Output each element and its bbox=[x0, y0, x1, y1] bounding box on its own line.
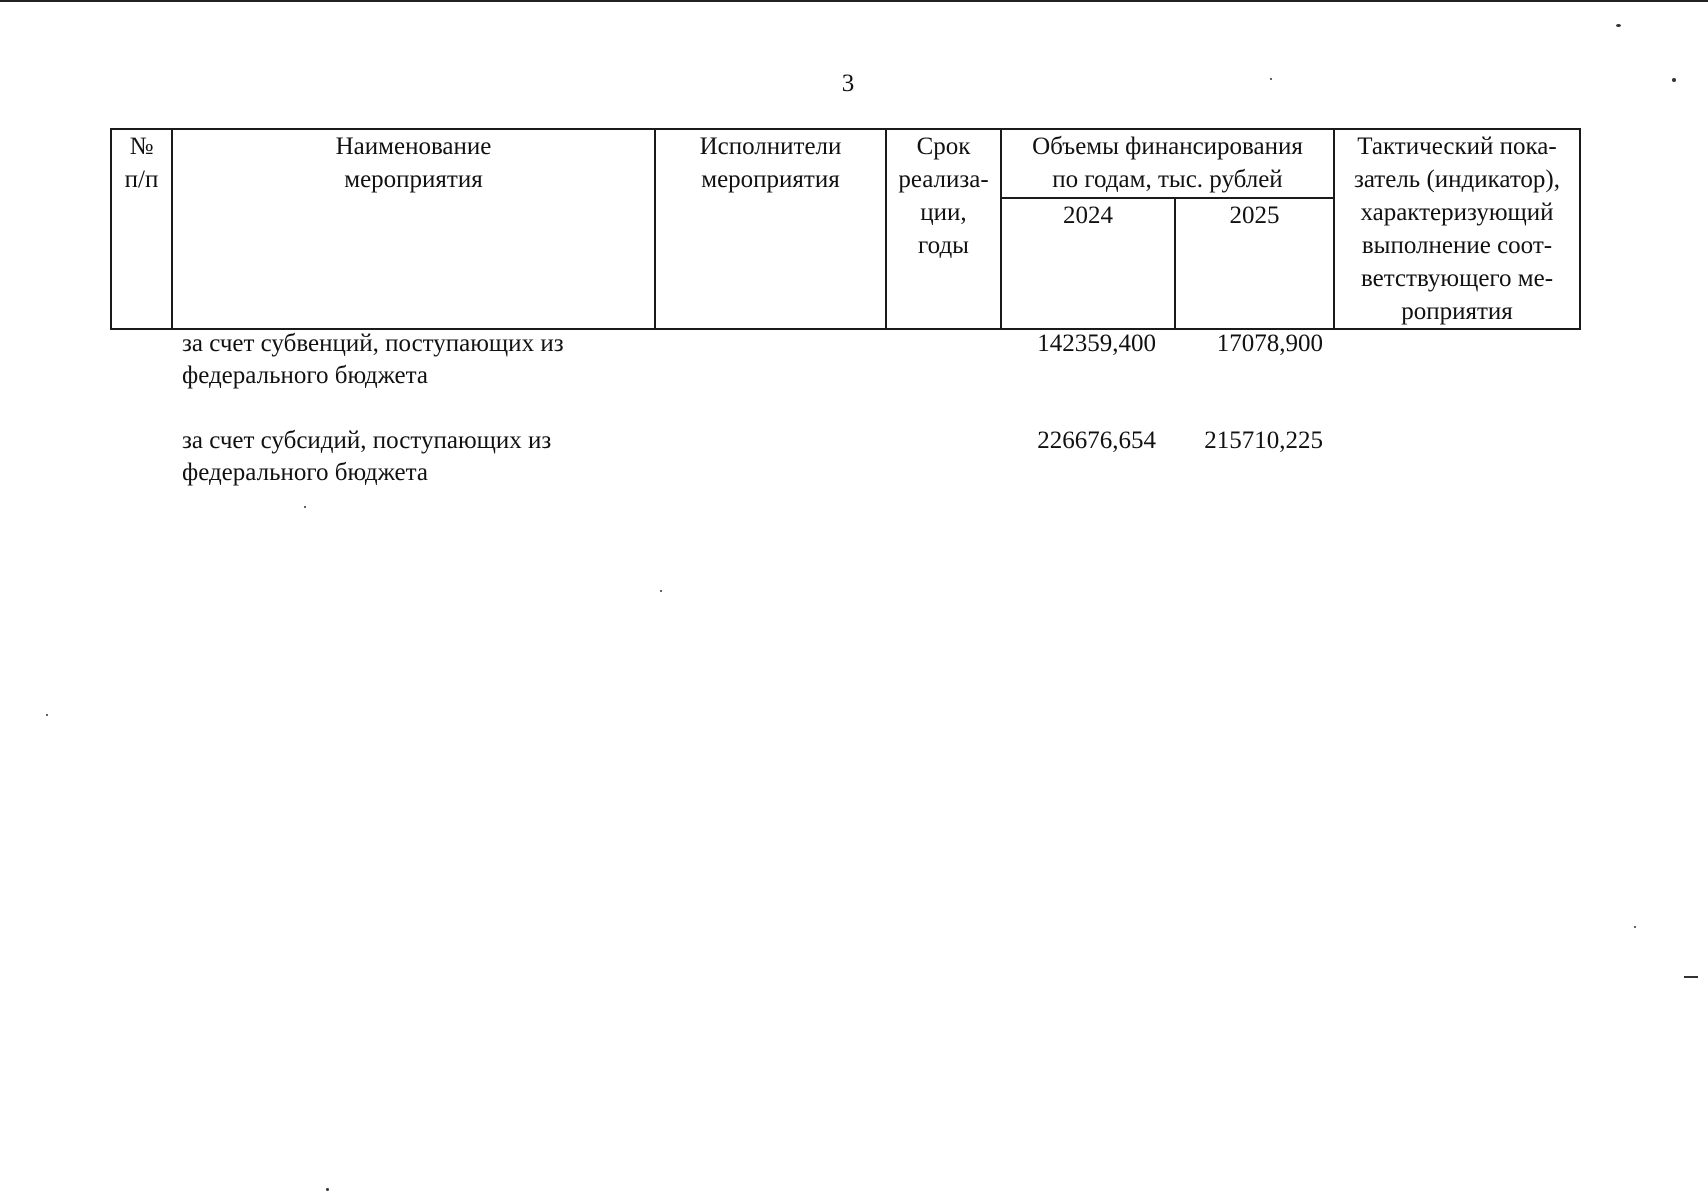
row-name: за счет субвенций, поступающих из федерального бюджета bbox=[182, 330, 564, 389]
header-executors: Исполнители мероприятия bbox=[655, 129, 886, 329]
header-name: Наименование мероприятия bbox=[172, 129, 655, 329]
header-indicator: Тактический пока- затель (индикатор), характеризующий выполнение соот- ветствующего ме- роприятия bbox=[1334, 129, 1580, 329]
row-value-2024: 142359,400 bbox=[1037, 330, 1156, 357]
header-year-2025: 2025 bbox=[1175, 198, 1334, 329]
header-funding: Объемы финансирования по годам, тыс. рублей bbox=[1001, 129, 1334, 198]
scan-speck bbox=[1270, 78, 1272, 80]
scan-speck bbox=[1616, 24, 1621, 27]
table-header bbox=[110, 128, 1581, 330]
scan-speck bbox=[1672, 78, 1676, 82]
row-value-2025: 215710,225 bbox=[1204, 427, 1323, 454]
table-row bbox=[0, 425, 1708, 495]
scan-speck bbox=[660, 590, 662, 592]
header-term: Срок реализа- ции, годы bbox=[886, 129, 1001, 329]
top-edge-line bbox=[0, 0, 1708, 2]
scan-speck bbox=[1684, 976, 1698, 978]
page-number: 3 bbox=[841, 70, 855, 97]
table-row bbox=[0, 328, 1708, 398]
header-num: № п/п bbox=[111, 129, 172, 329]
row-value-2025: 17078,900 bbox=[1216, 330, 1323, 357]
row-value-2024: 226676,654 bbox=[1037, 427, 1156, 454]
scan-speck bbox=[46, 714, 48, 716]
row-name: за счет субсидий, поступающих из федерального бюджета bbox=[182, 427, 552, 486]
scan-speck bbox=[326, 1188, 329, 1191]
scan-speck bbox=[1634, 926, 1636, 928]
scan-speck bbox=[304, 506, 306, 508]
header-year-2024: 2024 bbox=[1001, 198, 1175, 329]
